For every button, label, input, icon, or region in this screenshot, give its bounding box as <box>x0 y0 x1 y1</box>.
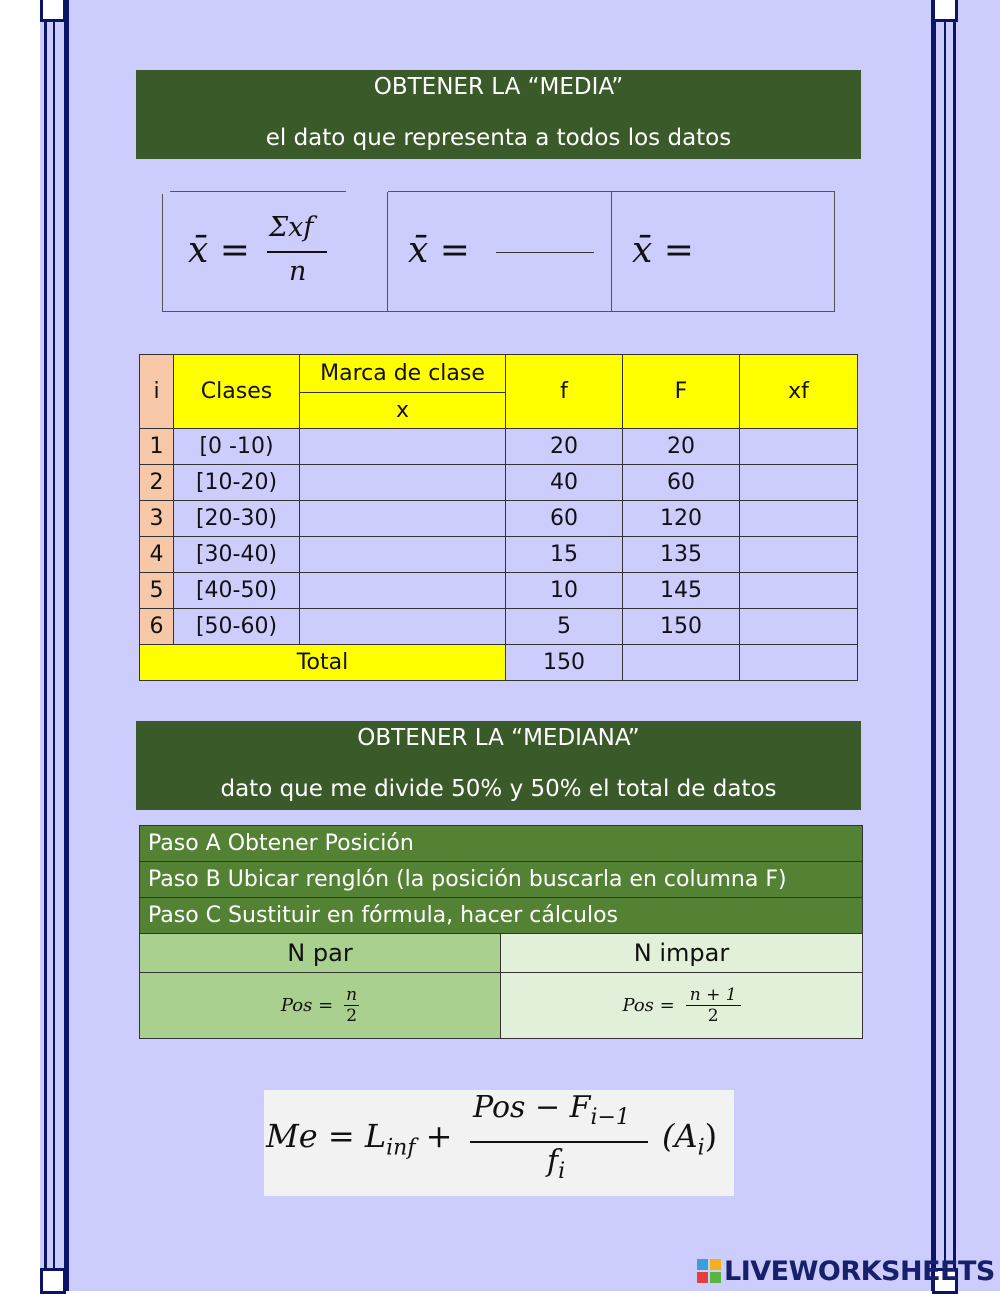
row-x-input[interactable] <box>300 609 506 645</box>
header-clases: Clases <box>174 355 300 429</box>
right-margin <box>960 0 1000 1291</box>
pos-par-label: Pos = <box>280 995 334 1016</box>
mediana-banner-subtitle: dato que me divide 50% y 50% el total de datos <box>220 776 777 802</box>
step-c: Paso C Sustituir en fórmula, hacer cálculos <box>140 898 863 934</box>
media-banner-title: OBTENER LA “MEDIA” <box>373 74 624 100</box>
row-F: 60 <box>623 465 740 501</box>
table-row <box>140 573 858 609</box>
pos-formula-par <box>140 973 501 1039</box>
step-a: Paso A Obtener Posición <box>140 826 863 862</box>
mean-formula-denominator: n <box>289 256 307 287</box>
mean-formula-lhs: x̄ = <box>188 230 250 271</box>
median-formula-numerator: Pos − $F_{i-1}$ <box>473 1090 630 1130</box>
median-steps-table <box>139 825 863 1039</box>
row-f: 20 <box>506 429 623 465</box>
row-index: 2 <box>140 465 174 501</box>
header-x: x <box>300 393 506 429</box>
row-index: 3 <box>140 501 174 537</box>
median-formula-denominator: $f_i$ <box>547 1144 566 1184</box>
row-xf-input[interactable] <box>740 609 858 645</box>
row-f: 10 <box>506 573 623 609</box>
table-row <box>140 609 858 645</box>
mean-formula-fraction-bar <box>267 251 327 253</box>
row-xf-input[interactable] <box>740 501 858 537</box>
corner-ornament-top-left <box>40 0 66 22</box>
total-f: 150 <box>506 645 623 681</box>
row-f: 15 <box>506 537 623 573</box>
pos-impar-den: 2 <box>707 1006 719 1026</box>
row-index: 5 <box>140 573 174 609</box>
media-banner <box>136 70 861 159</box>
total-F-input[interactable] <box>623 645 740 681</box>
row-clase: [40-50) <box>174 573 300 609</box>
mean-blank-cell-2 <box>611 192 836 311</box>
row-clase: [20-30) <box>174 501 300 537</box>
total-xf-input[interactable] <box>740 645 858 681</box>
row-index: 1 <box>140 429 174 465</box>
pos-impar-fraction <box>686 985 741 1026</box>
liveworksheets-logo-text: LIVEWORKSHEETS <box>724 1256 995 1287</box>
row-clase: [10-20) <box>174 465 300 501</box>
frequency-table <box>139 354 858 681</box>
border-line-left-2 <box>53 0 55 1291</box>
pos-impar-num: n + 1 <box>686 985 741 1006</box>
row-F: 145 <box>623 573 740 609</box>
row-F: 150 <box>623 609 740 645</box>
median-formula-tail: $(A_i)$ <box>662 1117 718 1161</box>
border-line-right-2 <box>944 0 946 1291</box>
corner-ornament-top-right <box>932 0 958 22</box>
row-f: 5 <box>506 609 623 645</box>
step-b: Paso B Ubicar renglón (la posición buscarla en columna F) <box>140 862 863 898</box>
border-line-right-3 <box>953 0 956 1291</box>
median-formula-lhs: $Me = L_{inf}$ + <box>266 1117 453 1161</box>
mean-blank-lhs-2: x̄ = <box>632 230 694 271</box>
row-F: 135 <box>623 537 740 573</box>
row-f: 40 <box>506 465 623 501</box>
n-impar-label: N impar <box>501 934 863 973</box>
row-clase: [30-40) <box>174 537 300 573</box>
header-i: i <box>140 355 174 429</box>
pos-par-fraction <box>344 985 359 1026</box>
row-x-input[interactable] <box>300 429 506 465</box>
media-banner-subtitle: el dato que representa a todos los datos <box>265 125 732 151</box>
pos-par-num: n <box>346 985 358 1005</box>
header-marca-de-clase: Marca de clase <box>300 355 506 393</box>
border-line-left-3 <box>64 0 69 1291</box>
total-row <box>140 645 858 681</box>
median-formula-box <box>264 1090 734 1196</box>
liveworksheets-logo-icon <box>697 1259 721 1283</box>
mean-blank-lhs-1: x̄ = <box>408 230 470 271</box>
row-index: 4 <box>140 537 174 573</box>
table-row <box>140 429 858 465</box>
row-F: 20 <box>623 429 740 465</box>
table-row <box>140 465 858 501</box>
row-clase: [0 -10) <box>174 429 300 465</box>
header-f: f <box>506 355 623 429</box>
pos-formula-impar <box>501 973 863 1039</box>
row-xf-input[interactable] <box>740 429 858 465</box>
n-par-label: N par <box>140 934 501 973</box>
row-f: 60 <box>506 501 623 537</box>
row-x-input[interactable] <box>300 465 506 501</box>
row-xf-input[interactable] <box>740 573 858 609</box>
header-F: F <box>623 355 740 429</box>
mean-blank-fraction-line[interactable] <box>496 252 594 253</box>
liveworksheets-logo <box>697 1256 995 1287</box>
pos-par-den: 2 <box>346 1006 358 1026</box>
row-F: 120 <box>623 501 740 537</box>
row-xf-input[interactable] <box>740 465 858 501</box>
border-line-left-1 <box>44 0 47 1291</box>
row-index: 6 <box>140 609 174 645</box>
median-formula-fraction-bar <box>470 1141 648 1143</box>
mediana-banner <box>136 721 861 810</box>
row-x-input[interactable] <box>300 537 506 573</box>
row-x-input[interactable] <box>300 573 506 609</box>
corner-ornament-bottom-left <box>40 1268 66 1294</box>
mean-formula-numerator: Σxf <box>269 212 314 243</box>
row-x-input[interactable] <box>300 501 506 537</box>
row-clase: [50-60) <box>174 609 300 645</box>
mediana-banner-title: OBTENER LA “MEDIANA” <box>357 725 640 751</box>
border-line-right-1 <box>931 0 936 1291</box>
total-label: Total <box>140 645 506 681</box>
pos-impar-label: Pos = <box>622 995 675 1016</box>
table-row <box>140 537 858 573</box>
mean-formula-box <box>162 191 835 312</box>
mean-blank-cell-1 <box>387 192 612 311</box>
row-xf-input[interactable] <box>740 537 858 573</box>
header-xf: xf <box>740 355 858 429</box>
table-row <box>140 501 858 537</box>
